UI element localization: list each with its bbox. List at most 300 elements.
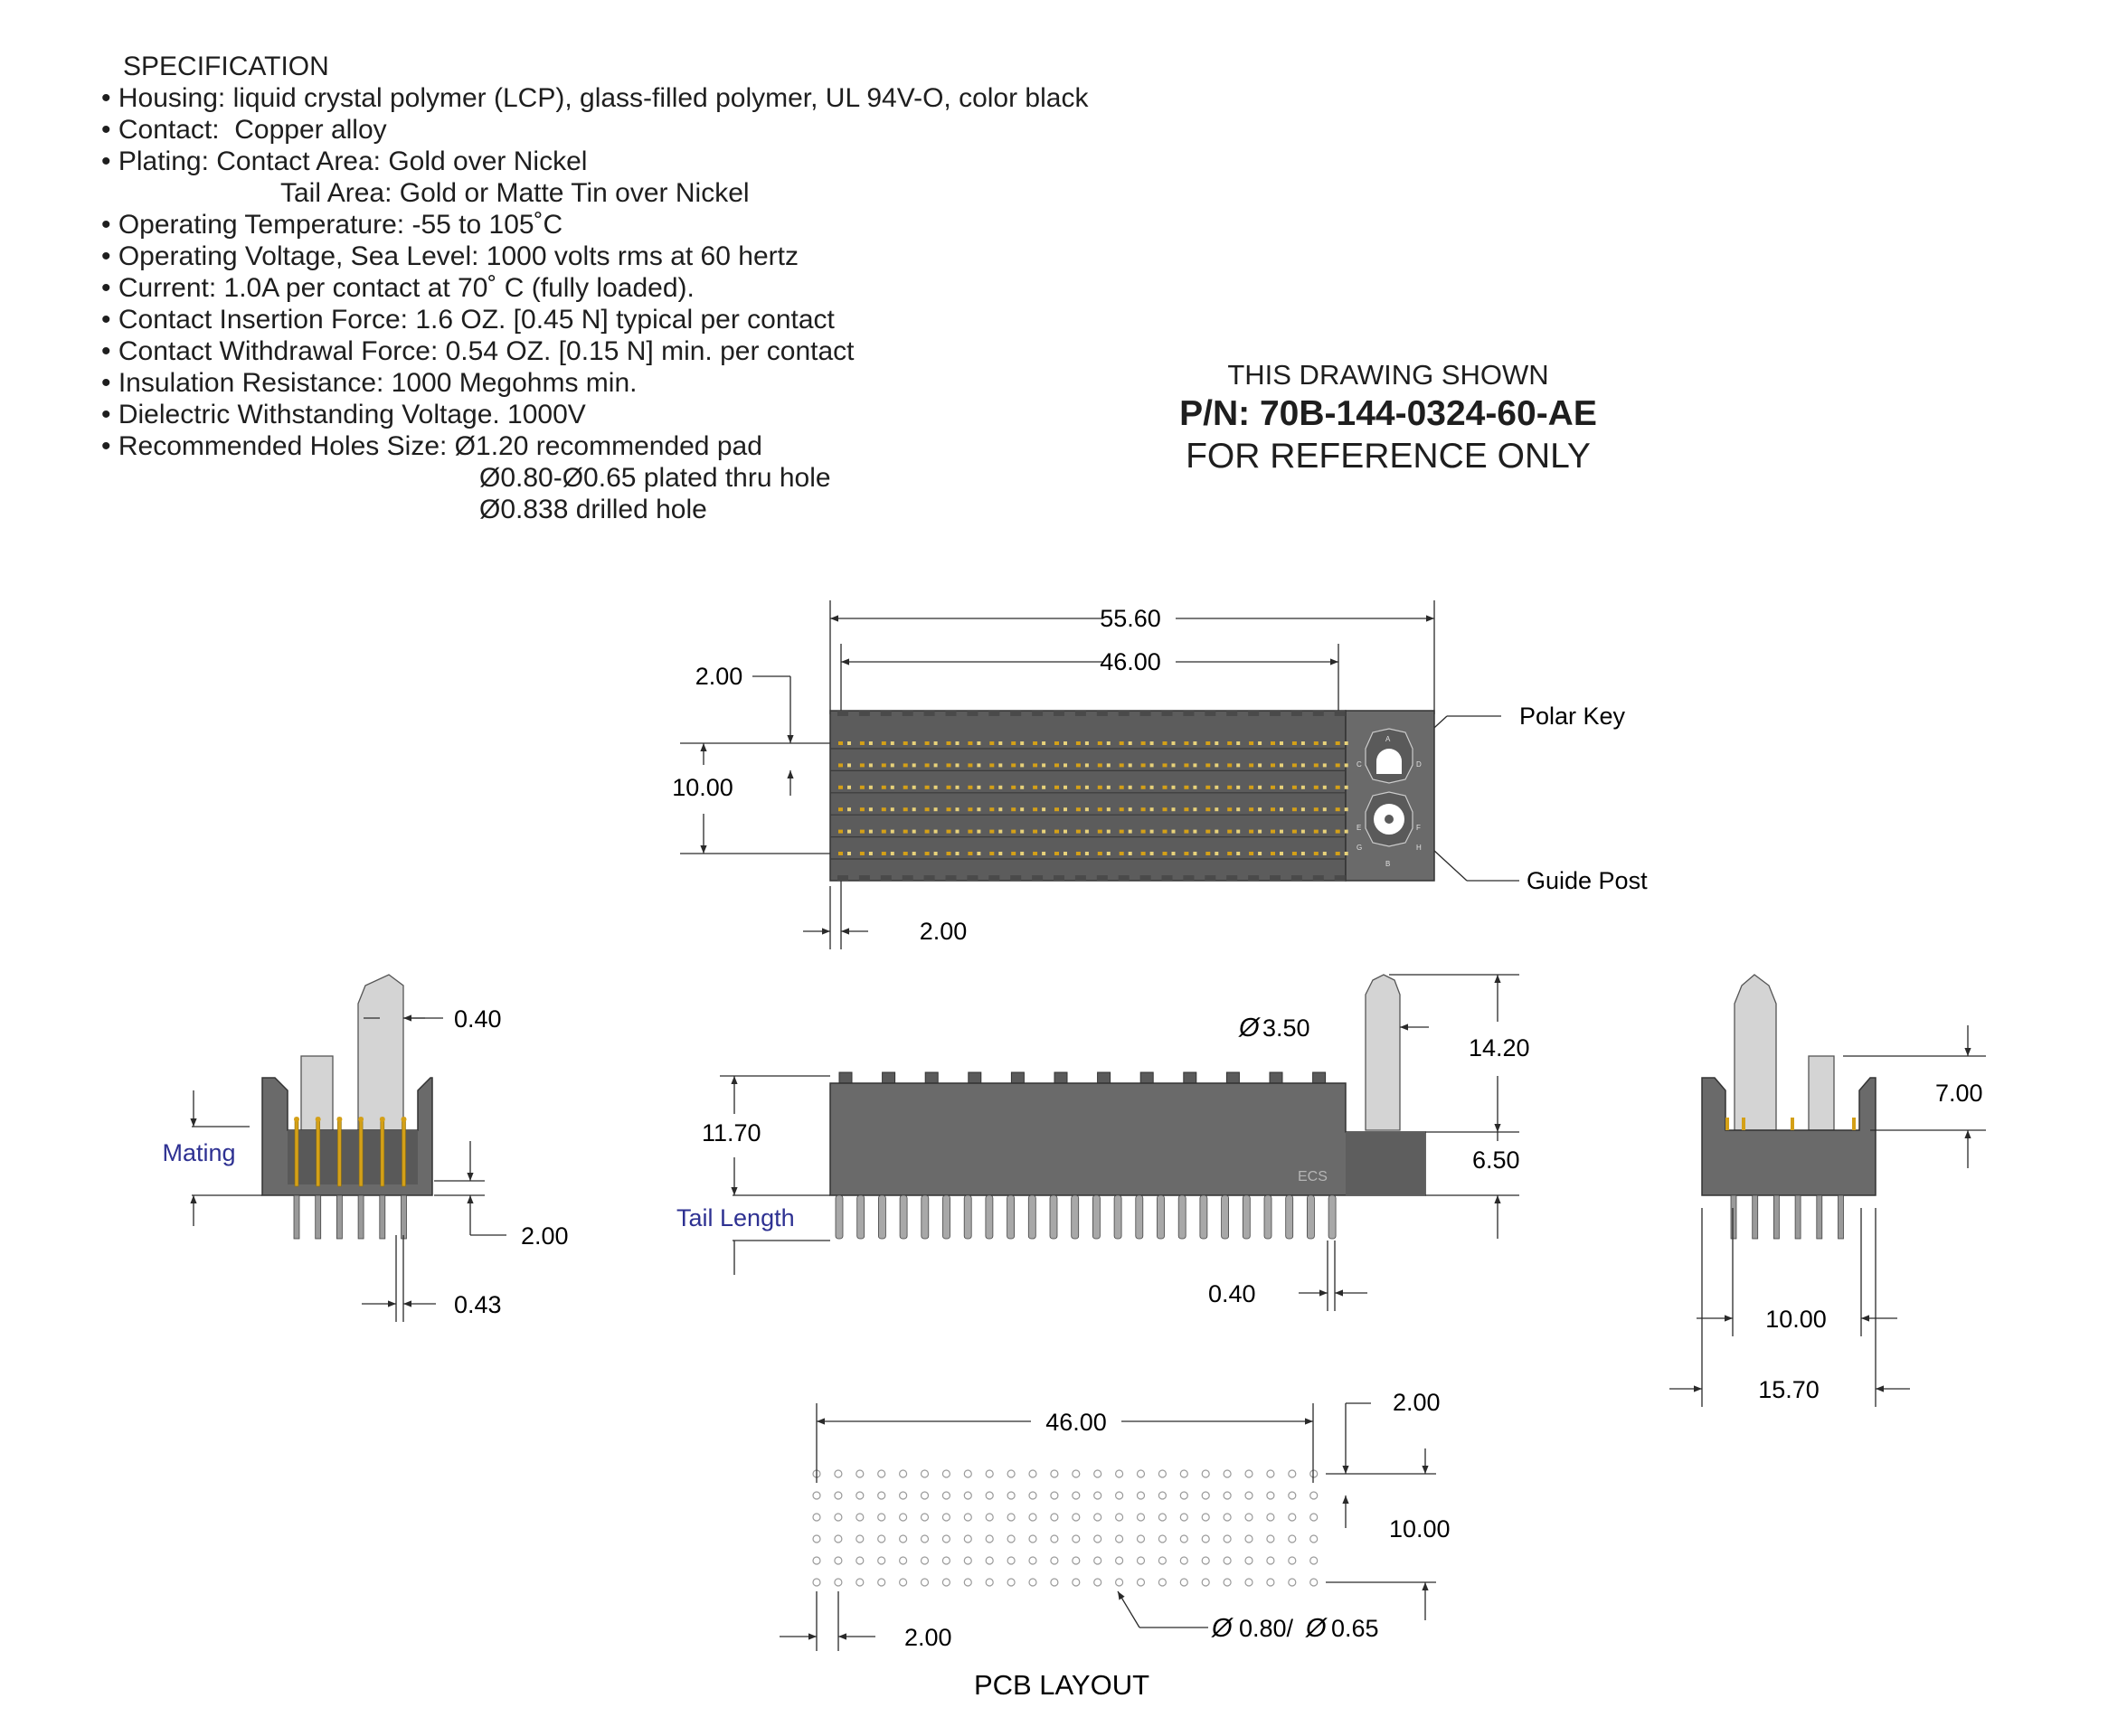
top-view-contact (1249, 852, 1253, 855)
pcb-hole (856, 1535, 864, 1543)
top-view-contact (968, 786, 972, 789)
side-view-tails (836, 1195, 1336, 1239)
top-view-contact-pair (1236, 763, 1240, 767)
left-contact-tip (294, 1117, 299, 1122)
label-tail-length: Tail Length (676, 1204, 795, 1231)
top-view-contact (1205, 786, 1210, 789)
top-view-contact-pair (1193, 786, 1196, 789)
top-view-contact-pair (1345, 807, 1348, 811)
side-view-tail (1243, 1195, 1250, 1239)
top-view-contact (1292, 830, 1297, 834)
reference-line-1: THIS DRAWING SHOWN (1227, 359, 1549, 391)
top-view-comb-tooth (1313, 875, 1324, 881)
top-view-contact (1033, 830, 1037, 834)
side-view-tail (943, 1195, 950, 1239)
pcb-hole (1267, 1492, 1274, 1499)
top-view-contact (1249, 830, 1253, 834)
top-view-contact (1271, 786, 1275, 789)
top-view-contact-pair (1129, 852, 1132, 855)
pcb-hole (1267, 1470, 1274, 1477)
top-view-contact-pair (1215, 807, 1218, 811)
top-view-contact-pair (1020, 852, 1024, 855)
side-view-tail (1158, 1195, 1165, 1239)
callout-polar-key: Polar Key (1519, 703, 1626, 730)
dim-pitch: 2.00 (919, 918, 968, 945)
side-view-tail (900, 1195, 907, 1239)
top-view-contact-pair (1215, 786, 1218, 789)
top-view-comb-tooth (924, 711, 935, 716)
pcb-layout-title: PCB LAYOUT (973, 1669, 1150, 1701)
pcb-hole (813, 1514, 820, 1521)
left-tail (316, 1195, 321, 1239)
pcb-hole (1289, 1492, 1296, 1499)
top-view-contact (1292, 807, 1297, 811)
top-view-contact-pair (1193, 852, 1196, 855)
top-view-contact (1336, 763, 1340, 767)
left-tails (294, 1195, 407, 1239)
top-view-contact-pair (1129, 786, 1132, 789)
top-view-contact-pair (1258, 852, 1262, 855)
side-view-tail (1200, 1195, 1207, 1239)
top-view-contact-pair (1150, 741, 1154, 745)
top-view-contact (1314, 830, 1319, 834)
top-view-comb-tooth (1097, 711, 1108, 716)
side-dim-height: 11.70 (702, 1119, 761, 1146)
top-view-contact (925, 786, 930, 789)
top-view-contact (989, 786, 994, 789)
pcb-hole (1245, 1557, 1253, 1564)
top-view-contact (1098, 852, 1102, 855)
right-polar-key (1809, 1056, 1834, 1130)
top-view-contact (1054, 763, 1059, 767)
pcb-hole (900, 1514, 907, 1521)
top-view-contact-pair (912, 830, 916, 834)
top-view-contact-pair (1107, 852, 1111, 855)
pcb-hole (1224, 1535, 1231, 1543)
top-view-contact (1163, 807, 1167, 811)
top-view-contact-pair (1150, 763, 1154, 767)
top-view-contact-pair (1064, 807, 1067, 811)
side-view-tail (1222, 1195, 1229, 1239)
top-view-comb-tooth (988, 875, 999, 881)
pcb-hole (986, 1557, 993, 1564)
top-view-contact-pair (998, 741, 1002, 745)
top-view-contact (947, 807, 951, 811)
top-view-contact-pair (998, 763, 1002, 767)
pcb-hole (964, 1579, 971, 1586)
pcb-hole (1073, 1557, 1080, 1564)
top-view-contact-pair (847, 786, 851, 789)
pcb-hole (964, 1492, 971, 1499)
top-view-contact-pair (977, 741, 980, 745)
top-view-contact (1120, 852, 1124, 855)
side-view-body (830, 1083, 1425, 1195)
dim-edge: 2.00 (695, 663, 743, 690)
top-view-contact (860, 852, 865, 855)
top-view-contact (838, 807, 843, 811)
top-view-contact (1076, 830, 1081, 834)
pcb-hole (835, 1492, 842, 1499)
pcb-hole (878, 1514, 885, 1521)
pcb-hole (1180, 1535, 1187, 1543)
top-view-contact (882, 786, 886, 789)
spec-line-holes: • Recommended Holes Size: Ø1.20 recommended pad (101, 431, 762, 461)
pcb-hole (1267, 1514, 1274, 1521)
top-view-contact-pair (1042, 807, 1045, 811)
key-letter-d: D (1416, 760, 1422, 769)
pcb-hole (1029, 1579, 1036, 1586)
pcb-hole (1158, 1514, 1166, 1521)
pcb-dia-symbol-b: Ø (1306, 1614, 1327, 1643)
top-view-comb-tooth (1054, 711, 1064, 716)
spec-line-holes-drilled: Ø0.838 drilled hole (479, 495, 707, 524)
pcb-hole (1224, 1514, 1231, 1521)
pcb-hole (1224, 1579, 1231, 1586)
top-view-contact-pair (1042, 741, 1045, 745)
top-view-contact (1054, 786, 1059, 789)
side-dim-post-height: 14.20 (1469, 1034, 1530, 1061)
pcb-hole (856, 1579, 864, 1586)
top-view-contact-pair (1323, 830, 1327, 834)
top-view-contact-pair (1150, 786, 1154, 789)
side-view-tail (857, 1195, 865, 1239)
top-view-contact (1098, 741, 1102, 745)
top-view-contact-pair (1345, 741, 1348, 745)
top-view-contact (1227, 741, 1232, 745)
top-view-contact-pair (869, 763, 873, 767)
top-view-contact (1098, 786, 1102, 789)
top-view-contact (903, 763, 908, 767)
top-view-contact-pair (1345, 786, 1348, 789)
top-view-contact (1141, 763, 1146, 767)
top-view-contact (1163, 763, 1167, 767)
top-view (672, 600, 1648, 949)
top-view-comb-tooth (1032, 711, 1043, 716)
pcb-hole (1138, 1492, 1145, 1499)
right-tail (1773, 1195, 1779, 1239)
top-view-contact-pair (869, 741, 873, 745)
pcb-hole (1202, 1470, 1209, 1477)
top-view-contact-pair (847, 763, 851, 767)
left-contact-tip (380, 1117, 385, 1122)
top-view-contact-pair (934, 741, 938, 745)
top-view-contact-pair (1323, 786, 1327, 789)
spec-line-withdrawal: • Contact Withdrawal Force: 0.54 OZ. [0.15 N] min. per contact (101, 336, 855, 366)
pcb-hole (878, 1579, 885, 1586)
pcb-hole (1267, 1557, 1274, 1564)
top-view-contact-pair (1193, 763, 1196, 767)
side-view-tail (836, 1195, 843, 1239)
top-view-contact (1120, 741, 1124, 745)
top-view-contact (903, 807, 908, 811)
pcb-hole (1138, 1470, 1145, 1477)
pcb-hole (986, 1470, 993, 1477)
pcb-hole (1289, 1579, 1296, 1586)
top-view-contact (1054, 741, 1059, 745)
top-view-contact (1141, 786, 1146, 789)
pcb-hole (1158, 1579, 1166, 1586)
pcb-hole (942, 1535, 950, 1543)
top-view-contact-pair (977, 830, 980, 834)
top-view-contact-pair (956, 786, 960, 789)
left-tail (402, 1195, 407, 1239)
top-view-contact-pair (912, 763, 916, 767)
pcb-dim-pitch: 2.00 (904, 1624, 952, 1651)
spec-line-temperature: • Operating Temperature: -55 to 105˚C (101, 210, 563, 240)
spec-line-insertion: • Contact Insertion Force: 1.6 OZ. [0.45 N] typical per contact (101, 305, 835, 335)
top-view-contact (1271, 763, 1275, 767)
top-view-comb-tooth (1010, 711, 1021, 716)
top-view-comb-tooth (967, 711, 978, 716)
top-view-contact (1141, 852, 1146, 855)
top-view-contact (838, 852, 843, 855)
key-letter-h: H (1416, 844, 1422, 852)
top-view-contact (1098, 763, 1102, 767)
end-view-left (162, 975, 568, 1322)
top-view-contact-pair (1258, 763, 1262, 767)
top-view-comb-tooth (1270, 711, 1281, 716)
side-dim-body: 6.50 (1472, 1146, 1520, 1174)
top-view-contact-pair (977, 786, 980, 789)
right-dim-outer: 15.70 (1758, 1376, 1820, 1403)
label-mating: Mating (162, 1139, 236, 1166)
pcb-hole (1224, 1492, 1231, 1499)
pcb-hole (1180, 1470, 1187, 1477)
top-view-contact (925, 830, 930, 834)
top-view-comb-tooth (1205, 875, 1215, 881)
top-view-contact (838, 741, 843, 745)
top-view-contact (968, 830, 972, 834)
top-view-comb-tooth (946, 711, 957, 716)
top-view-contact (1120, 786, 1124, 789)
top-view-contact-pair (956, 741, 960, 745)
top-view-contact-pair (1323, 741, 1327, 745)
top-view-contact (1271, 852, 1275, 855)
top-view-comb-tooth (1140, 711, 1151, 716)
top-view-contact (1033, 852, 1037, 855)
top-view-contact (1184, 763, 1188, 767)
spec-line-plating: • Plating: Contact Area: Gold over Nickel (101, 146, 588, 176)
right-contact-tip (1742, 1118, 1745, 1130)
pcb-hole (1224, 1470, 1231, 1477)
pcb-hole (835, 1470, 842, 1477)
top-view-contact-pair (934, 786, 938, 789)
pcb-hole (1007, 1535, 1015, 1543)
top-view-contact-pair (1020, 741, 1024, 745)
top-view-contact-pair (1107, 763, 1111, 767)
key-letter-e: E (1357, 824, 1362, 832)
top-view-contact-pair (1280, 830, 1283, 834)
spec-line-housing: • Housing: liquid crystal polymer (LCP), glass-filled polymer, UL 94V-O, color black (101, 83, 1089, 113)
pcb-hole (942, 1514, 950, 1521)
top-view-contact-pair (1042, 830, 1045, 834)
pcb-hole (1245, 1535, 1253, 1543)
top-view-contact (1076, 807, 1081, 811)
side-view-tail (1072, 1195, 1079, 1239)
top-view-comb-tooth (1183, 711, 1194, 716)
top-view-comb-tooth (924, 875, 935, 881)
top-view-contact (1314, 807, 1319, 811)
top-view-contact (1054, 852, 1059, 855)
pcb-hole (1051, 1557, 1058, 1564)
top-view-contact-pair (1280, 807, 1283, 811)
top-view-contact (1336, 830, 1340, 834)
top-view-contact-pair (998, 830, 1002, 834)
pcb-hole (942, 1579, 950, 1586)
top-view-comb-tooth (1205, 711, 1215, 716)
top-view-contact-pair (1172, 763, 1176, 767)
top-view-comb-tooth (1075, 711, 1086, 716)
pcb-hole (900, 1492, 907, 1499)
pcb-hole (813, 1579, 820, 1586)
top-view-contact-pair (1215, 741, 1218, 745)
top-view-contact-pair (1042, 852, 1045, 855)
top-view-contact (1011, 763, 1016, 767)
top-view-comb-tooth (1313, 711, 1324, 716)
top-view-contact (968, 852, 972, 855)
pcb-hole (986, 1579, 993, 1586)
pcb-hole (1289, 1514, 1296, 1521)
pcb-hole (1310, 1492, 1318, 1499)
pcb-hole (1180, 1514, 1187, 1521)
top-view-contact-pair (977, 807, 980, 811)
top-view-contact-pair (956, 763, 960, 767)
key-letter-b: B (1385, 860, 1391, 868)
top-view-contact (1205, 852, 1210, 855)
top-view-contact (1227, 807, 1232, 811)
pcb-hole (878, 1535, 885, 1543)
top-view-comb-tooth (1248, 875, 1259, 881)
top-view-contact-pair (1258, 786, 1262, 789)
top-view-contact (1314, 741, 1319, 745)
spec-line-contact: • Contact: Copper alloy (101, 115, 387, 145)
top-view-contact (860, 763, 865, 767)
right-contact-tip (1852, 1118, 1856, 1130)
pcb-hole (986, 1514, 993, 1521)
top-view-contact (1314, 852, 1319, 855)
top-view-contact-pair (934, 763, 938, 767)
end-view-right (1669, 975, 1986, 1407)
top-view-contact (1249, 741, 1253, 745)
top-view-contact-pair (1215, 852, 1218, 855)
top-view-comb-tooth (859, 875, 870, 881)
top-view-contact (968, 763, 972, 767)
top-view-contact-pair (869, 852, 873, 855)
top-view-contact-pair (1236, 807, 1240, 811)
pcb-hole (1116, 1557, 1123, 1564)
spec-line-tail-area: Tail Area: Gold or Matte Tin over Nickel (280, 178, 750, 208)
pcb-hole (1289, 1557, 1296, 1564)
pcb-hole (1029, 1492, 1036, 1499)
side-view-tail (1136, 1195, 1143, 1239)
top-view-contact (1098, 807, 1102, 811)
side-view-tail (922, 1195, 929, 1239)
top-view-contact (1336, 741, 1340, 745)
top-view-contact (1271, 807, 1275, 811)
top-view-contact (1033, 763, 1037, 767)
polar-key-insert (1376, 749, 1402, 774)
top-view-contact-pair (1150, 807, 1154, 811)
pcb-hole (942, 1470, 950, 1477)
pcb-holes (813, 1470, 1318, 1586)
pcb-dim-span: 46.00 (1045, 1409, 1107, 1436)
top-view-contact-pair (998, 807, 1002, 811)
pcb-hole (1073, 1579, 1080, 1586)
top-view-contact-pair (1323, 852, 1327, 855)
right-tail (1795, 1195, 1801, 1239)
top-view-contact (1011, 786, 1016, 789)
top-view-contact-pair (1064, 852, 1067, 855)
reference-line-3: FOR REFERENCE ONLY (1186, 437, 1591, 476)
top-view-contact-pair (1172, 741, 1176, 745)
top-view-contact (882, 852, 886, 855)
top-view-comb-tooth (1010, 875, 1021, 881)
key-letter-a: A (1385, 735, 1391, 743)
top-view-contact (1033, 741, 1037, 745)
pcb-hole (1138, 1514, 1145, 1521)
top-view-contact-pair (1129, 807, 1132, 811)
top-view-contact (1249, 807, 1253, 811)
top-view-comb-tooth (1183, 875, 1194, 881)
left-guide-post (358, 975, 403, 1130)
side-dim-tail-width: 0.40 (1208, 1280, 1256, 1307)
top-view-contact (925, 852, 930, 855)
left-contact-tip (402, 1117, 407, 1122)
top-view-contact-pair (912, 786, 916, 789)
pcb-hole (1116, 1514, 1123, 1521)
side-dim-post-dia: 3.50 (1262, 1014, 1310, 1042)
pcb-hole (1202, 1514, 1209, 1521)
left-contact (337, 1118, 341, 1186)
pcb-hole (856, 1470, 864, 1477)
top-view-contact-pair (1323, 763, 1327, 767)
top-view-contact (1011, 741, 1016, 745)
pcb-hole (835, 1579, 842, 1586)
spec-line-dielectric: • Dielectric Withstanding Voltage. 1000V (101, 400, 586, 429)
top-view-contact-pair (869, 830, 873, 834)
spec-line-insulation: • Insulation Resistance: 1000 Megohms min. (101, 368, 638, 398)
side-view-tail (986, 1195, 993, 1239)
pcb-hole (835, 1514, 842, 1521)
top-view-comb-tooth (988, 711, 999, 716)
top-view-contact-pair (1172, 852, 1176, 855)
top-view-contact (925, 763, 930, 767)
top-view-contact (882, 830, 886, 834)
top-view-contact (1292, 741, 1297, 745)
spec-line-voltage: • Operating Voltage, Sea Level: 1000 volts rms at 60 hertz (101, 241, 799, 271)
pcb-hole (1029, 1535, 1036, 1543)
pcb-hole (1073, 1470, 1080, 1477)
pcb-hole (1267, 1535, 1274, 1543)
top-view-contact (860, 807, 865, 811)
top-view-contact (1249, 763, 1253, 767)
pcb-hole (1094, 1535, 1101, 1543)
top-view-contact (1205, 830, 1210, 834)
top-view-comb-tooth (1270, 875, 1281, 881)
top-view-comb-tooth (1140, 875, 1151, 881)
pcb-hole (1158, 1535, 1166, 1543)
left-dim-post: 0.40 (454, 1005, 502, 1033)
top-view-contact-pair (1129, 741, 1132, 745)
top-view-comb-tooth (946, 875, 957, 881)
top-view-contact-pair (1236, 830, 1240, 834)
top-view-contact-pair (1258, 830, 1262, 834)
top-view-contact-pair (1085, 830, 1089, 834)
top-view-comb-tooth (1226, 875, 1237, 881)
left-contact-tip (316, 1117, 321, 1122)
top-view-contact-pair (912, 741, 916, 745)
top-view-comb-tooth (881, 711, 892, 716)
